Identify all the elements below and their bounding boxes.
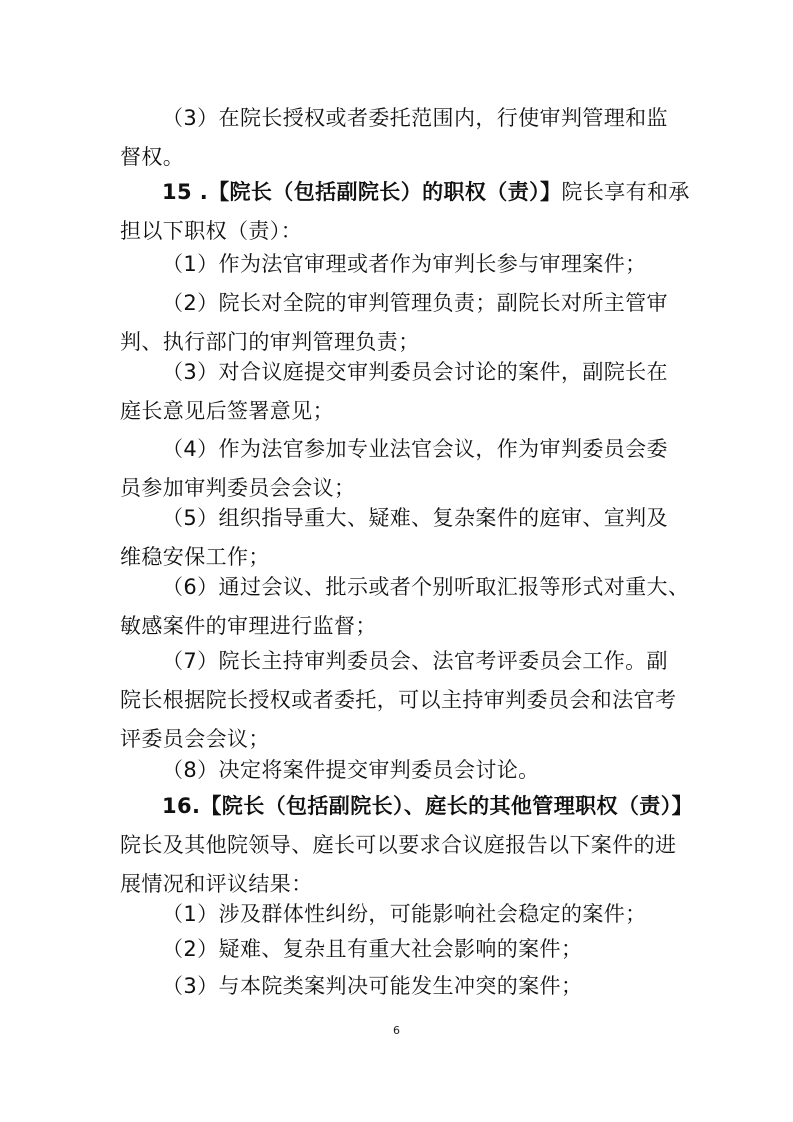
article-16 [120,787,693,904]
text-line: （5）组织指导重大、疑难、复杂案件的庭审、宣判及 [162,506,668,530]
text-line: 院长及其他院领导、庭长可以要求合议庭报告以下案件的进 [120,833,677,857]
list-item-15-8 [120,751,680,790]
list-item-15-1 [120,245,680,284]
text-line: （6）通过会议、批示或者个别听取汇报等形式对重大、 [162,575,690,599]
text-line: （2）院长对全院的审判管理负责；副院长对所主管审 [162,291,668,315]
text-line: 敏感案件的审理进行监督； [120,614,377,638]
list-item-15-7 [120,642,680,759]
text-line: （4）作为法官参加专业法官会议，作为审判委员会委 [162,437,668,461]
text-line [120,173,690,212]
text-line: 庭长意见后签署意见； [120,399,334,423]
text-line: 院长根据院长授权或者委托，可以主持审判委员会和法官考 [120,688,677,712]
text-line: 展情况和评议结果： [120,872,313,896]
text-line: （2）疑难、复杂且有重大社会影响的案件； [162,937,583,961]
text-line: （1）涉及群体性纠纷，可能影响社会稳定的案件； [162,902,647,926]
article-15-heading: 15 .【院长（包括副院长）的职权（责）】 [162,180,562,204]
page-number: 6 [393,1024,400,1037]
text-line: 维稳安保工作； [120,545,270,569]
list-item-16-3 [120,967,680,1006]
list-item-15-6 [120,568,690,646]
list-item-15-2 [120,284,680,362]
text-line: 判、执行部门的审判管理负责； [120,330,420,354]
text-line: 员参加审判委员会会议； [120,476,356,500]
article-16-heading: 16.【院长（包括副院长）、庭长的其他管理职权（责）】 [162,794,693,818]
list-item-15-4 [120,430,680,508]
text-line: （8）决定将案件提交审判委员会讨论。 [162,758,540,782]
article-15-intro: 院长享有和承 [561,180,690,204]
text-line: （3）对合议庭提交审判委员会讨论的案件，副院长在 [162,360,668,384]
text-line: 评委员会会议； [120,727,270,751]
text-line: 督权。 [120,145,185,169]
text-line: （1）作为法官审理或者作为审判长参与审理案件； [162,252,647,276]
text-line: 担以下职权（责）： [120,219,303,243]
list-item-16-2 [120,930,680,969]
text-line: （7）院长主持审判委员会、法官考评委员会工作。副 [162,649,668,673]
text-line: （3）在院长授权或者委托范围内，行使审判管理和监 [162,106,668,130]
list-item-15-5 [120,499,680,577]
text-line [120,787,693,826]
list-item-15-3 [120,353,680,431]
paragraph-authority-scope [120,99,680,177]
list-item-16-1 [120,895,680,934]
text-line: （3）与本院类案判决可能发生冲突的案件； [162,974,583,998]
article-15 [120,173,690,251]
